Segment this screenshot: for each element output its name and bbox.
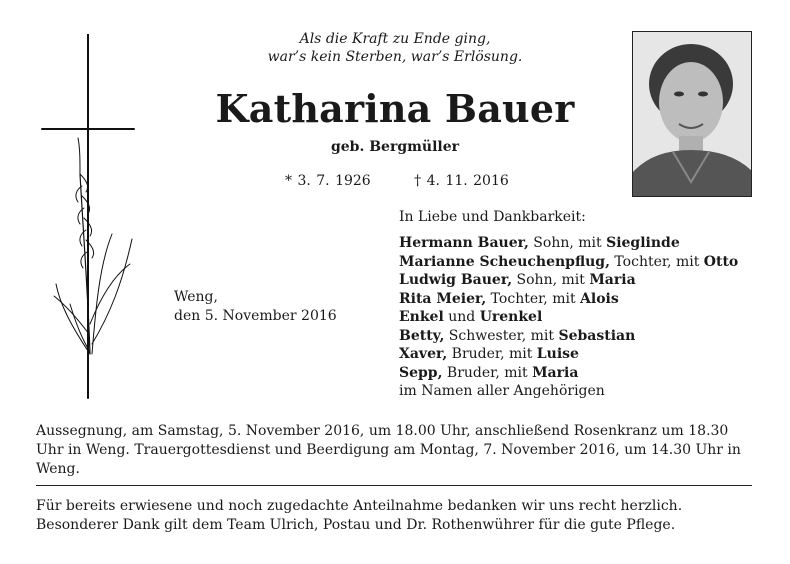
mourner-relation: Sohn, mit (512, 272, 590, 288)
mourner-partner: Luise (536, 346, 579, 362)
mourners-list (399, 234, 738, 401)
service-info: Aussegnung, am Samstag, 5. November 2016, um 18.00 Uhr, anschließend Rosenkranz um 18.30 Uhr in Weng. Trauergottesdienst und Beerdigung am Montag, 7. November 2016, um 14.30 Uhr in Weng. (36, 423, 741, 477)
memorial-quote (210, 30, 580, 66)
mourner-partner: Sieglinde (606, 235, 680, 251)
mourner-partner: Urenkel (479, 309, 543, 325)
mourner-relation: Tochter, mit (486, 290, 581, 307)
mourner-relation: und (443, 309, 480, 325)
born-name: geb. Bergmüller (330, 139, 460, 155)
cross-with-wheat-icon (40, 34, 140, 400)
list-item (399, 253, 738, 272)
list-item (399, 308, 738, 327)
list-item (399, 234, 738, 253)
mourner-partner: Maria (532, 364, 579, 381)
mourner-relation: Schwester, mit (444, 327, 559, 344)
deceased-name: Katharina Bauer (215, 86, 575, 131)
mourner-relation: Bruder, mit (447, 346, 537, 362)
birth-date: * 3. 7. 1926 (285, 173, 371, 189)
mourner-name: Xaver, (399, 346, 448, 362)
mourner-relation: Sohn, mit (528, 235, 607, 251)
place-line-2: den 5. November 2016 (174, 308, 337, 324)
quote-line-2: war’s kein Sterben, war’s Erlösung. (267, 49, 523, 65)
list-item (399, 364, 738, 383)
list-item (399, 345, 738, 364)
portrait-photo (632, 31, 752, 197)
divider (36, 485, 752, 486)
mourner-partner: Otto (703, 253, 739, 270)
mourner-name: Betty, (399, 327, 445, 344)
mourner-name: Rita Meier, (399, 290, 487, 307)
life-dates (285, 173, 509, 189)
mourner-relation: im Namen aller Angehörigen (399, 383, 605, 399)
list-item (399, 327, 738, 346)
thanks-heading: In Liebe und Dankbarkeit: (399, 209, 586, 225)
mourner-name: Sepp, (399, 364, 443, 381)
mourner-relation: Tochter, mit (609, 253, 704, 270)
place-and-date (174, 288, 337, 326)
mourner-partner: Maria (589, 272, 636, 288)
list-item (399, 382, 738, 401)
mourner-name: Hermann Bauer, (399, 235, 529, 251)
list-item (399, 271, 738, 290)
mourner-name: Ludwig Bauer, (399, 272, 513, 288)
place-line-1: Weng, (174, 289, 218, 305)
quote-line-1: Als die Kraft zu Ende ging, (299, 31, 491, 47)
mourner-name: Marianne Scheuchenpflug, (399, 253, 610, 270)
list-item (399, 290, 738, 309)
death-date: † 4. 11. 2016 (414, 173, 509, 189)
mourner-name: Enkel (399, 309, 444, 325)
gratitude-note: Für bereits erwiesene und noch zugedachte Anteilnahme bedanken wir uns recht herzlich. Besonderer Dank gilt dem Team Ulrich, Postau und Dr. Rothenwührer für die gute Pflege. (36, 498, 683, 533)
mourner-partner: Alois (580, 290, 619, 307)
mourner-relation: Bruder, mit (442, 364, 533, 381)
mourner-partner: Sebastian (558, 327, 636, 344)
